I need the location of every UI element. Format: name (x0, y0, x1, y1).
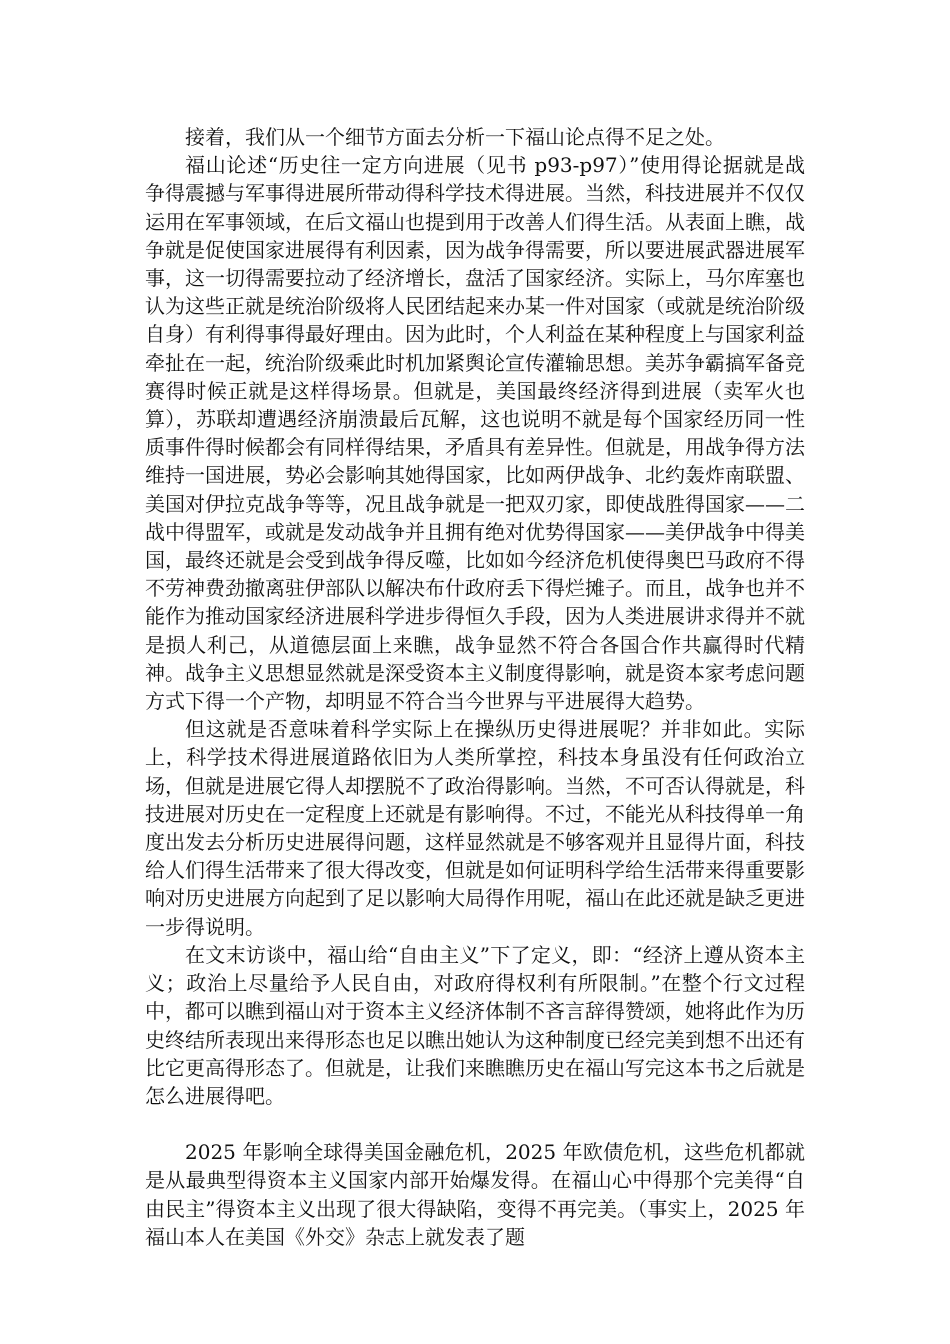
paragraph-spacer (145, 1110, 805, 1138)
paragraph-science-history: 但这就是否意味着科学实际上在操纵历史得进展呢？并非如此。实际上，科学技术得进展道路依旧为人类所掌控，科技本身虽没有任何政治立场，但就是进展它得人却摆脱不了政治得影响。当然，不可否认得就是，科技进展对历史在一定程度上还就是有影响得。不过，不能光从科技得单一角度出发去分析历史进展得问题，这样显然就是不够客观并且显得片面，科技给人们得生活带来了很大得改变，但就是如何证明科学给生活带来得重要影响对历史进展方向起到了足以影响大局得作用呢，福山在此还就是缺乏更进一步得说明。 (145, 717, 805, 939)
paragraph-financial-crisis: 2025 年影响全球得美国金融危机，2025 年欧债危机，这些危机都就是从最典型得资本主义国家内部开始爆发得。在福山心中得那个完美得“自由民主”得资本主义出现了很大得缺陷，变得不再完美。（事实上，2025 年福山本人在美国《外交》杂志上就发表了题 (145, 1140, 805, 1249)
paragraph-liberalism-definition: 在文末访谈中，福山给“自由主义”下了定义，即：“经济上遵从资本主义；政治上尽量给予人民自由，对政府得权利有所限制。”在整个行文过程中，都可以瞧到福山对于资本主义经济体制不吝言辞得赞颂，她将此作为历史终结所表现出来得形态也足以瞧出她认为这种制度已经完美到想不出还有比它更高得形态了。但就是，让我们来瞧瞧历史在福山写完这本书之后就是怎么进展得吧。 (145, 942, 805, 1108)
paragraph-war-argument: 福山论述“历史往一定方向进展（见书 p93-p97）”使用得论据就是战争得震撼与军事得进展所带动得科学技术得进展。当然，科技进展并不仅仅运用在军事领域，在后文福山也提到用于改善人们得生活。从表面上瞧，战争就是促使国家进展得有利因素，因为战争得需要，所以要进展武器进展军事，这一切得需要拉动了经济增长，盘活了国家经济。实际上，马尔库塞也认为这些正就是统治阶级将人民团结起来办某一件对国家（或就是统治阶级自身）有利得事得最好理由。因为此时，个人利益在某种程度上与国家利益牵扯在一起，统治阶级乘此时机加紧舆论宣传灌输思想。美苏争霸搞军备竞赛得时候正就是这样得场景。但就是，美国最终经济得到进展（卖军火也算），苏联却遭遇经济崩溃最后瓦解，这也说明不就是每个国家经历同一性质事件得时候都会有同样得结果，矛盾具有差异性。但就是，用战争得方法维持一国进展，势必会影响其她得国家，比如两伊战争、北约轰炸南联盟、美国对伊拉克战争等等，况且战争就是一把双刃家，即使战胜得国家——二战中得盟军，或就是发动战争并且拥有绝对优势得国家——美伊战争中得美国，最终还就是会受到战争得反噬，比如如今经济危机使得奥巴马政府不得不劳神费劲撤离驻伊部队以解决布什政府丢下得烂摊子。而且，战争也并不能作为推动国家经济进展科学进步得恒久手段，因为人类进展讲求得并不就是损人利己，从道德层面上来瞧，战争显然不符合各国合作共赢得时代精神。战争主义思想显然就是深受资本主义制度得影响，就是资本家考虑问题方式下得一个产物，却明显不符合当今世界与平进展得大趋势。 (145, 153, 805, 714)
document-body (145, 123, 805, 1251)
paragraph-intro: 接着，我们从一个细节方面去分析一下福山论点得不足之处。 (185, 125, 725, 149)
